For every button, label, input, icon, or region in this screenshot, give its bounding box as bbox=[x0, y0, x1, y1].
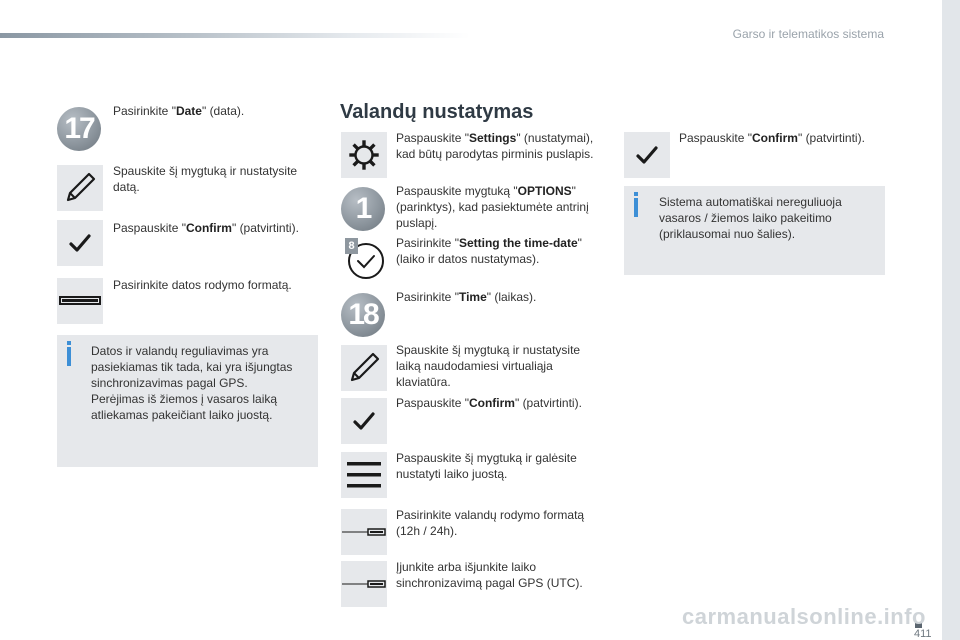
right-note-text: Sistema automatiškai nereguliuoja vasaros / žiemos laiko pakeitimo (priklausomai nuo šalies). bbox=[659, 195, 842, 241]
gear-icon bbox=[349, 140, 379, 170]
format-bar-icon bbox=[59, 294, 101, 308]
confirm-time-button[interactable] bbox=[341, 398, 387, 444]
step-badge-8: 8 bbox=[345, 238, 358, 254]
time-date-button[interactable] bbox=[341, 236, 387, 282]
step-badge-18: 18 bbox=[341, 293, 385, 337]
confirm-button[interactable] bbox=[57, 220, 103, 266]
menu-icon bbox=[346, 460, 382, 490]
checkmark-icon bbox=[68, 231, 92, 255]
middle-step-4-text: Pasirinkite "Time" (laikas). bbox=[396, 290, 537, 304]
left-step-3-text: Paspauskite "Confirm" (patvirtinti). bbox=[113, 221, 299, 235]
time-zone-button[interactable] bbox=[341, 452, 387, 498]
toggle-icon bbox=[342, 579, 386, 589]
watermark: carmanualsonline.info bbox=[682, 604, 926, 629]
time-format-toggle[interactable] bbox=[341, 509, 387, 555]
middle-step-1-text: Paspauskite "Settings" (nustatymai), kad būtų parodytas pirminis puslapis. bbox=[396, 131, 594, 161]
header-bar bbox=[0, 33, 470, 38]
toggle-icon bbox=[342, 527, 386, 537]
page-header-title: Garso ir telematikos sistema bbox=[732, 27, 884, 41]
middle-step-6-text: Paspauskite "Confirm" (patvirtinti). bbox=[396, 396, 582, 410]
middle-step-2-text: Paspauskite mygtuką "OPTIONS" (parinktys), kad pasiektumėte antrinį puslapį. bbox=[396, 184, 589, 230]
left-note-text: Datos ir valandų reguliavimas yra pasiekiamas tik tada, kai yra išjungtas sinchronizavimas pagal GPS. Perėjimas iš žiemos į vasaros laiką atliekamas pakeičiant laiko juostą. bbox=[91, 344, 293, 422]
middle-step-3-text: Pasirinkite "Setting the time-date" (laiko ir datos nustatymas). bbox=[396, 236, 582, 266]
edit-time-button[interactable] bbox=[341, 345, 387, 391]
pencil-icon bbox=[63, 171, 97, 205]
info-icon bbox=[634, 198, 638, 217]
right-info-note bbox=[624, 186, 885, 275]
confirm-final-button[interactable] bbox=[624, 132, 670, 178]
left-step-4-text: Pasirinkite datos rodymo formatą. bbox=[113, 278, 292, 292]
right-step-text: Paspauskite "Confirm" (patvirtinti). bbox=[679, 131, 865, 145]
left-step-1-text: Pasirinkite "Date" (data). bbox=[113, 104, 245, 118]
middle-step-8-text: Pasirinkite valandų rodymo formatą (12h / 24h). bbox=[396, 508, 585, 538]
settings-button[interactable] bbox=[341, 132, 387, 178]
pencil-icon bbox=[347, 351, 381, 385]
page-number: 411 bbox=[914, 628, 932, 640]
info-icon bbox=[67, 347, 71, 366]
page-edge-strip bbox=[942, 0, 960, 640]
middle-step-7-text: Paspauskite šį mygtuką ir galėsite nustatyti laiko juostą. bbox=[396, 451, 577, 481]
section-title: Valandų nustatymas bbox=[340, 101, 534, 123]
edit-button[interactable] bbox=[57, 165, 103, 211]
gps-sync-toggle[interactable] bbox=[341, 561, 387, 607]
checkmark-icon bbox=[352, 409, 376, 433]
step-badge-1: 1 bbox=[341, 187, 385, 231]
middle-step-9-text: Įjunkite arba išjunkite laiko sinchronizavimą pagal GPS (UTC). bbox=[396, 560, 583, 590]
left-info-note bbox=[57, 335, 318, 467]
step-badge-17: 17 bbox=[57, 107, 101, 151]
date-format-button[interactable] bbox=[57, 278, 103, 324]
middle-step-5-text: Spauskite šį mygtuką ir nustatysite laiką naudodamiesi virtualiąja klaviatūra. bbox=[396, 343, 581, 389]
checkmark-icon bbox=[635, 143, 659, 167]
left-step-2-text: Spauskite šį mygtuką ir nustatysite datą. bbox=[113, 164, 298, 194]
